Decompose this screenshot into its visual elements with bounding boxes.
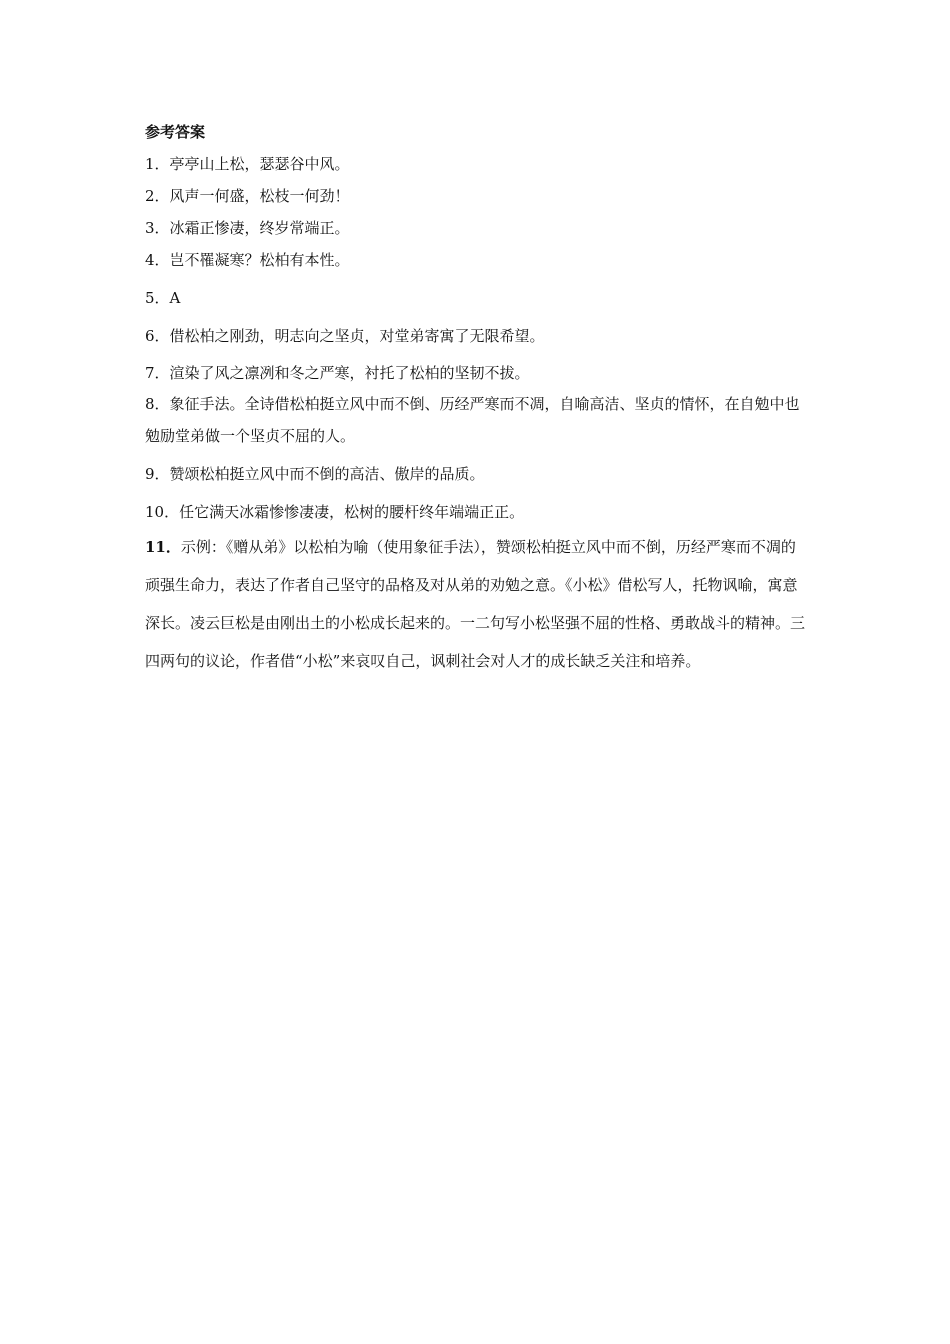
- answer-item-1: [145, 148, 810, 180]
- answer-text: 渲染了风之凛冽和冬之严寒，衬托了松柏的坚韧不拔。: [169, 364, 530, 382]
- answer-item-8: [145, 388, 810, 452]
- answer-item-6: [145, 320, 810, 352]
- answer-text: 象征手法。全诗借松柏挺立风中而不倒、历经严寒而不凋，自喻高洁、坚贞的情怀，在自勉中也勉励堂弟做一个坚贞不屈的人。: [145, 395, 800, 445]
- answer-item-3: [145, 212, 810, 244]
- answer-item-5: [145, 282, 810, 314]
- answer-number: 9．: [145, 465, 170, 483]
- answer-item-2: [145, 180, 810, 212]
- answer-section: [145, 120, 810, 680]
- answer-number: 6．: [145, 327, 170, 345]
- answer-text: 示例：《赠从弟》以松柏为喻（使用象征手法），赞颂松柏挺立风中而不倒，历经严寒而不凋的顽强生命力，表达了作者自己坚守的品格及对从弟的劝勉之意。《小松》借松写人，托物讽喻，寓意深长。凌云巨松是由刚出土的小松成长起来的。一二句写小松坚强不屈的性格、勇敢战斗的精神。三四两句的议论，作者借“小松”来哀叹自己，讽刺社会对人才的成长缺乏关注和培养。: [145, 538, 806, 670]
- answer-number: 5．: [145, 289, 170, 307]
- answer-item-11: [145, 528, 810, 680]
- answer-text: 赞颂松柏挺立风中而不倒的高洁、傲岸的品质。: [169, 465, 485, 483]
- answer-text: 亭亭山上松，瑟瑟谷中风。: [169, 155, 350, 173]
- answer-item-7: [145, 358, 810, 388]
- answer-number: 8．: [145, 395, 170, 413]
- answer-number: 4．: [145, 251, 170, 269]
- answer-text: 任它满天冰霜惨惨凄凄，松树的腰杆终年端端正正。: [179, 503, 525, 521]
- answer-text: 冰霜正惨凄，终岁常端正。: [169, 219, 350, 237]
- answer-item-4: [145, 244, 810, 276]
- answer-item-10: [145, 496, 810, 528]
- answer-item-9: [145, 458, 810, 490]
- answer-number: 2．: [145, 187, 170, 205]
- answer-number: 11．: [145, 538, 181, 556]
- answer-text: 风声一何盛，松枝一何劲！: [169, 187, 350, 205]
- answer-number: 3．: [145, 219, 170, 237]
- answer-text: 岂不罹凝寒？松柏有本性。: [169, 251, 350, 269]
- answer-text: 借松柏之刚劲，明志向之坚贞，对堂弟寄寓了无限希望。: [169, 327, 545, 345]
- answer-number: 7．: [145, 364, 170, 382]
- section-heading: 参考答案: [145, 123, 206, 141]
- answer-number: 10．: [145, 503, 180, 521]
- answer-number: 1．: [145, 155, 170, 173]
- answer-text: A: [169, 289, 181, 307]
